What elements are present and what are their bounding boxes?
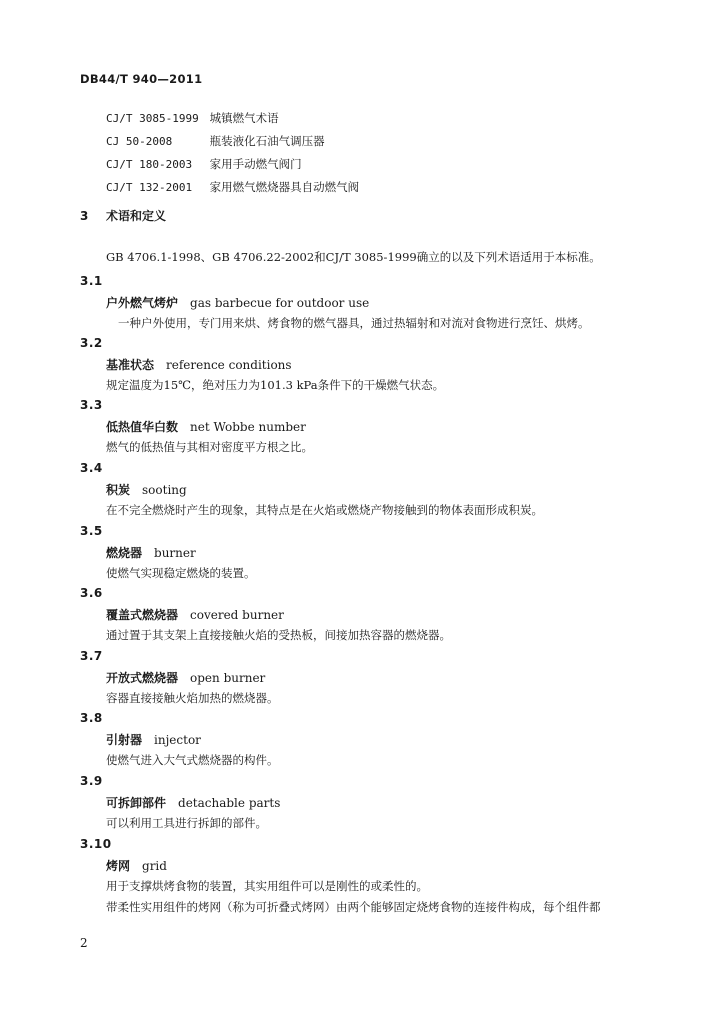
term-name-en: sooting [142,483,187,497]
term-name-zh: 积炭 [106,483,131,497]
term-definition: 使燃气进入大气式燃烧器的构件。 [106,753,279,767]
term-name-zh: 烤网 [106,859,131,873]
normative-references-list [106,107,359,199]
page-number: 2 [80,936,88,950]
term-number: 3.1 [80,274,103,288]
term-number: 3.3 [80,398,103,412]
term-definition: 用于支撑烘烤食物的装置，其实用组件可以是刚性的或柔性的。 [106,879,428,893]
term-name [106,481,187,498]
term-name [106,294,369,311]
section-intro: GB 4706.1-1998、GB 4706.22-2002和CJ/T 3085-1999确立的以及下列术语适用于本标准。 [106,250,601,264]
term-name-zh: 引射器 [106,733,143,747]
term-name-en: reference conditions [166,358,292,372]
term-definition: 规定温度为15℃，绝对压力为101.3 kPa条件下的干燥燃气状态。 [106,378,445,392]
term-definition: 一种户外使用，专门用来烘、烤食物的燃气器具，通过热辐射和对流对食物进行烹饪、烘烤。 [118,316,590,330]
term-name-en: net Wobbe number [190,420,306,434]
term-name [106,731,201,748]
term-number: 3.9 [80,774,103,788]
term-name [106,606,284,623]
term-name-zh: 户外燃气烤炉 [106,296,179,310]
term-name-en: detachable parts [178,796,281,810]
term-name-en: burner [154,546,196,560]
section-heading [80,207,166,224]
section-number: 3 [80,209,89,223]
term-name-en: gas barbecue for outdoor use [190,296,370,310]
term-name [106,857,167,874]
reference-code: CJ 50-2008 [106,135,173,148]
term-name-zh: 开放式燃烧器 [106,671,179,685]
reference-item [106,107,359,130]
section-title: 术语和定义 [106,209,167,223]
term-number: 3.6 [80,586,103,600]
reference-code: CJ/T 132-2001 [106,181,193,194]
term-number: 3.2 [80,336,103,350]
term-definition: 通过置于其支架上直接接触火焰的受热板，间接加热容器的燃烧器。 [106,628,451,642]
term-name [106,356,292,373]
term-name-zh: 基准状态 [106,358,155,372]
term-definition: 燃气的低热值与其相对密度平方根之比。 [106,440,313,454]
reference-code: CJ/T 180-2003 [106,158,193,171]
term-name-en: grid [142,859,167,873]
term-name [106,418,306,435]
reference-item [106,176,359,199]
term-definition: 可以利用工具进行拆卸的部件。 [106,816,267,830]
term-definition: 带柔性实用组件的烤网（称为可折叠式烤网）由两个能够固定烧烤食物的连接件构成，每个组件都 [106,900,601,914]
term-number: 3.8 [80,711,103,725]
term-name [106,794,280,811]
reference-title: 城镇燃气术语 [209,111,279,125]
term-number: 3.4 [80,461,103,475]
term-number: 3.7 [80,649,103,663]
term-name-en: open burner [190,671,266,685]
term-name-zh: 低热值华白数 [106,420,179,434]
reference-title: 家用手动燃气阀门 [209,157,302,171]
term-name [106,669,265,686]
reference-item [106,153,359,176]
term-number: 3.10 [80,837,112,851]
reference-title: 家用燃气燃烧器具自动燃气阀 [209,180,360,194]
document-code-header: DB44/T 940—2011 [80,72,203,86]
term-name-zh: 覆盖式燃烧器 [106,608,179,622]
term-name [106,544,196,561]
reference-item [106,130,359,153]
term-name-en: injector [154,733,201,747]
term-definition: 使燃气实现稳定燃烧的装置。 [106,566,256,580]
term-number: 3.5 [80,524,103,538]
term-name-zh: 燃烧器 [106,546,143,560]
term-definition: 容器直接接触火焰加热的燃烧器。 [106,691,279,705]
reference-code: CJ/T 3085-1999 [106,112,199,125]
reference-title: 瓶装液化石油气调压器 [209,134,325,148]
term-name-zh: 可拆卸部件 [106,796,167,810]
term-name-en: covered burner [190,608,284,622]
term-definition: 在不完全燃烧时产生的现象，其特点是在火焰或燃烧产物接触到的物体表面形成积炭。 [106,503,543,517]
